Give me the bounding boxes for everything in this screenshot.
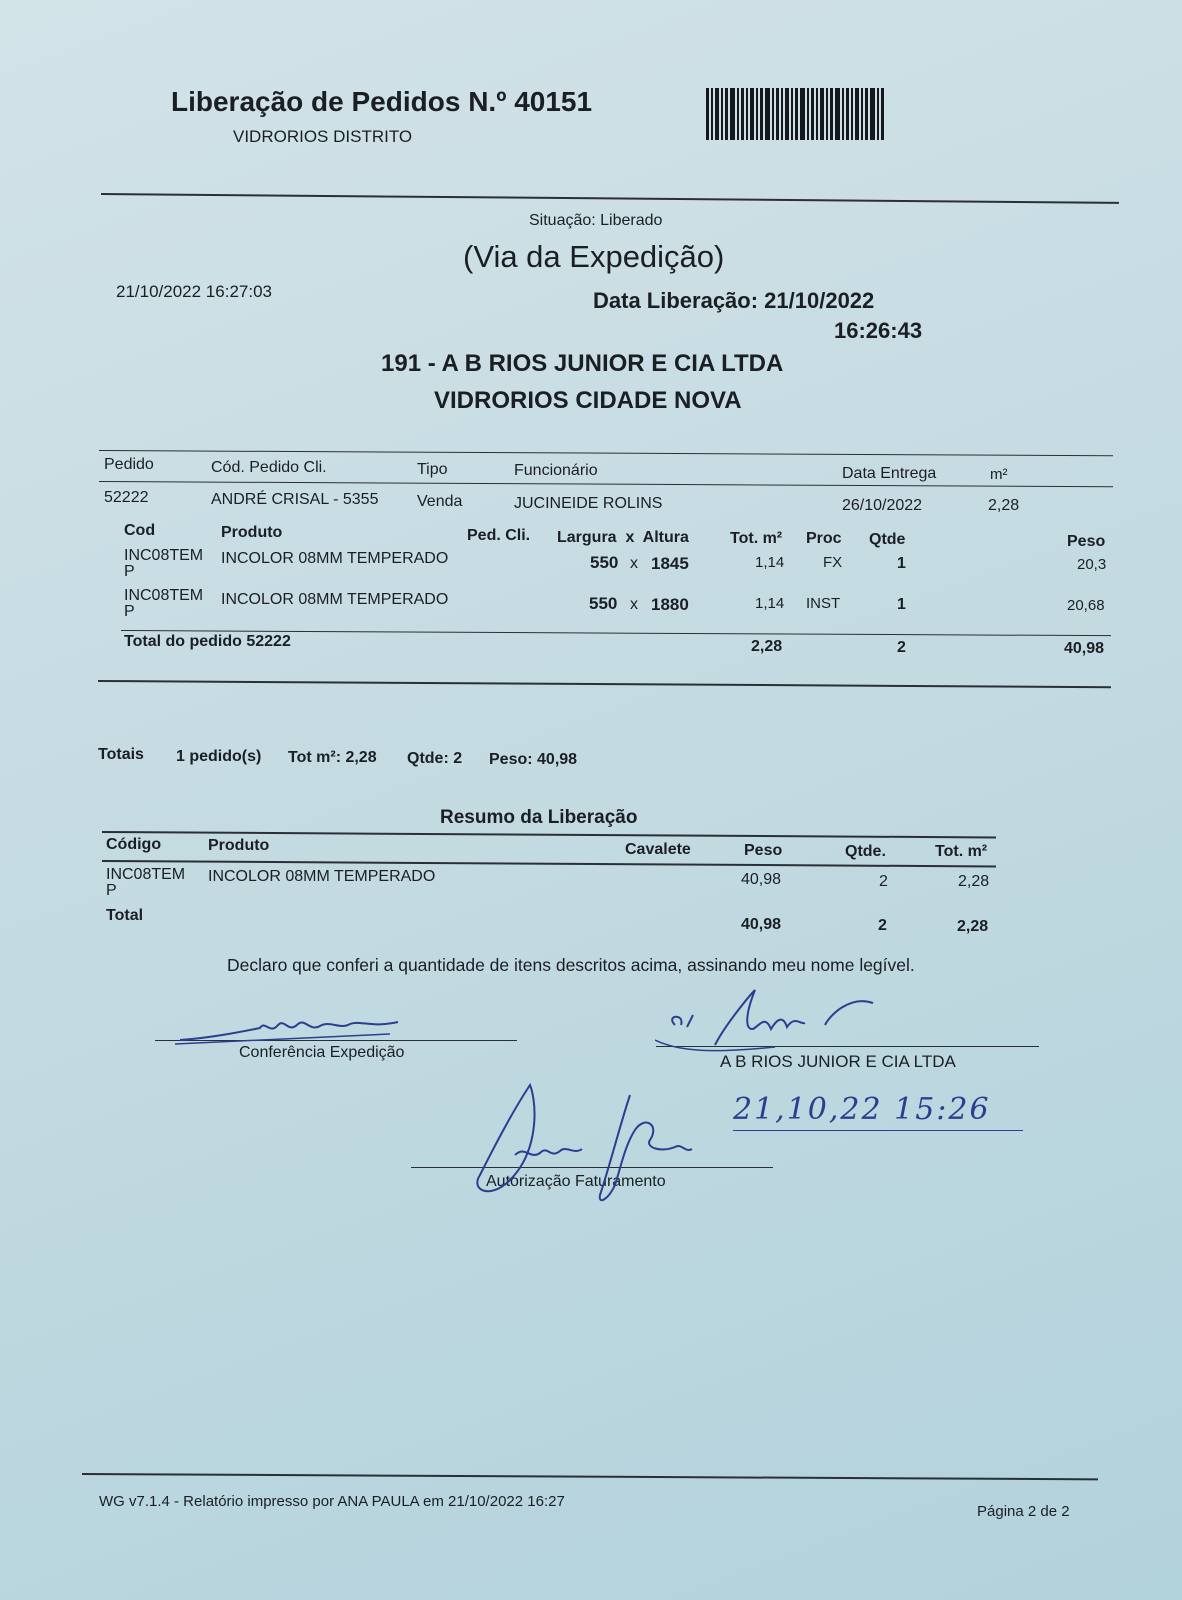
summary-row-codigo-cont: P	[106, 882, 117, 899]
item-header-produto: Produto	[221, 524, 283, 541]
item-2-altura: 1880	[651, 595, 689, 614]
summary-row-tot-m2: 2,28	[958, 873, 990, 890]
signature-label-conferencia: Conferência Expedição	[239, 1044, 405, 1061]
order-funcionario: JUCINEIDE ROLINS	[514, 495, 663, 512]
item-2-largura: 550	[589, 594, 618, 613]
item-header-cod: Cod	[124, 522, 156, 539]
summary-row-qtde: 2	[879, 873, 888, 890]
company-subtitle: VIDRORIOS DISTRITO	[233, 127, 413, 146]
signature-label-autorizacao: Autorização Faturamento	[486, 1173, 666, 1190]
handwritten-date-underline	[733, 1130, 1023, 1131]
via-label: (Via da Expedição)	[463, 239, 725, 274]
col-header-data-entrega: Data Entrega	[842, 465, 937, 482]
item-1-cod: INC08TEM	[124, 547, 204, 564]
order-total-qtde: 2	[897, 639, 906, 656]
item-header-peso: Peso	[1067, 533, 1106, 550]
summary-header-qtde: Qtde.	[845, 843, 886, 860]
col-header-m2: m²	[990, 466, 1008, 483]
barcode-icon	[706, 88, 884, 140]
handwritten-date: 21,10,22 15:26	[733, 1092, 991, 1127]
order-total-peso: 40,98	[1064, 640, 1105, 657]
item-header-ped-cli: Ped. Cli.	[467, 527, 531, 544]
signature-cliente-drawing	[655, 985, 915, 1055]
col-header-cod-pedido-cli: Cód. Pedido Cli.	[211, 459, 327, 476]
summary-header-produto: Produto	[208, 837, 270, 854]
totals-peso: Peso: 40,98	[489, 751, 578, 768]
summary-header-peso: Peso	[744, 842, 783, 859]
item-header-tot-m2: Tot. m²	[730, 530, 783, 547]
item-header-largura-altura: Largura x Altura	[557, 529, 689, 546]
item-1-cod-cont: P	[124, 563, 135, 580]
client-store: VIDRORIOS CIDADE NOVA	[434, 387, 742, 414]
client-name: 191 - A B RIOS JUNIOR E CIA LTDA	[381, 350, 784, 377]
col-header-funcionario: Funcionário	[514, 462, 598, 479]
summary-row-codigo: INC08TEM	[106, 866, 186, 883]
item-2-tot-m2: 1,14	[755, 595, 785, 612]
item-2-qtde: 1	[897, 596, 906, 613]
summary-header-tot-m2: Tot. m²	[935, 843, 988, 860]
item-1-produto: INCOLOR 08MM TEMPERADO	[221, 550, 449, 567]
item-header-proc: Proc	[806, 530, 842, 547]
item-2-cod-cont: P	[124, 603, 135, 620]
summary-row-peso: 40,98	[741, 871, 782, 888]
item-1-tot-m2: 1,14	[755, 554, 785, 571]
signature-conferencia-drawing	[170, 1010, 410, 1050]
item-2-x: x	[630, 596, 638, 613]
item-1-altura: 1845	[651, 554, 689, 573]
summary-total-qtde: 2	[878, 917, 887, 934]
footer-rule	[82, 1473, 1098, 1480]
summary-header-codigo: Código	[106, 836, 162, 853]
order-top-rule	[99, 450, 1113, 456]
footer-printed-by: WG v7.1.4 - Relatório impresso por ANA PAULA em 21/10/2022 16:27	[99, 1493, 565, 1510]
summary-row-produto: INCOLOR 08MM TEMPERADO	[208, 868, 436, 885]
summary-header-rule	[102, 860, 996, 867]
order-total-label: Total do pedido 52222	[124, 633, 291, 650]
header-divider	[101, 193, 1119, 204]
order-header-rule	[99, 481, 1113, 487]
document-title: Liberação de Pedidos N.º 40151	[171, 86, 593, 117]
item-2-proc: INST	[806, 595, 841, 612]
printed-datetime: 21/10/2022 16:27:03	[116, 282, 272, 301]
totals-qtde: Qtde: 2	[407, 750, 463, 767]
col-header-pedido: Pedido	[104, 456, 154, 473]
summary-total-label: Total	[106, 907, 144, 924]
order-section-divider	[98, 680, 1111, 688]
item-2-produto: INCOLOR 08MM TEMPERADO	[221, 591, 449, 608]
order-m2: 2,28	[988, 497, 1020, 514]
item-1-proc: FX	[823, 554, 843, 571]
item-1-x: x	[630, 555, 638, 572]
totals-label: Totais	[98, 746, 144, 763]
declaration-text: Declaro que conferi a quantidade de itens descritos acima, assinando meu nome legível.	[227, 955, 915, 975]
footer-page-number: Página 2 de 2	[977, 1503, 1070, 1520]
summary-total-tot-m2: 2,28	[957, 918, 989, 935]
item-1-largura: 550	[590, 553, 619, 572]
item-1-peso: 20,3	[1077, 556, 1107, 573]
summary-total-peso: 40,98	[741, 916, 782, 933]
signature-label-cliente: A B RIOS JUNIOR E CIA LTDA	[720, 1052, 956, 1071]
col-header-tipo: Tipo	[417, 461, 448, 478]
release-date: Data Liberação: 21/10/2022	[593, 288, 875, 313]
item-2-cod: INC08TEM	[124, 587, 204, 604]
order-pedido: 52222	[104, 489, 149, 506]
release-time: 16:26:43	[834, 318, 923, 343]
item-1-qtde: 1	[897, 555, 906, 572]
item-2-peso: 20,68	[1067, 597, 1105, 614]
signature-autorizacao-drawing	[470, 1075, 730, 1215]
summary-header-cavalete: Cavalete	[625, 841, 691, 858]
totals-tot-m2: Tot m²: 2,28	[288, 749, 377, 766]
order-tipo: Venda	[417, 493, 463, 510]
status-label: Situação: Liberado	[529, 212, 663, 229]
totals-pedidos: 1 pedido(s)	[176, 748, 262, 765]
order-data-entrega: 26/10/2022	[842, 497, 923, 514]
order-total-tot-m2: 2,28	[751, 638, 783, 655]
item-header-qtde: Qtde	[869, 531, 906, 548]
order-cod-pedido-cli: ANDRÉ CRISAL - 5355	[211, 491, 379, 508]
summary-title: Resumo da Liberação	[440, 807, 638, 828]
